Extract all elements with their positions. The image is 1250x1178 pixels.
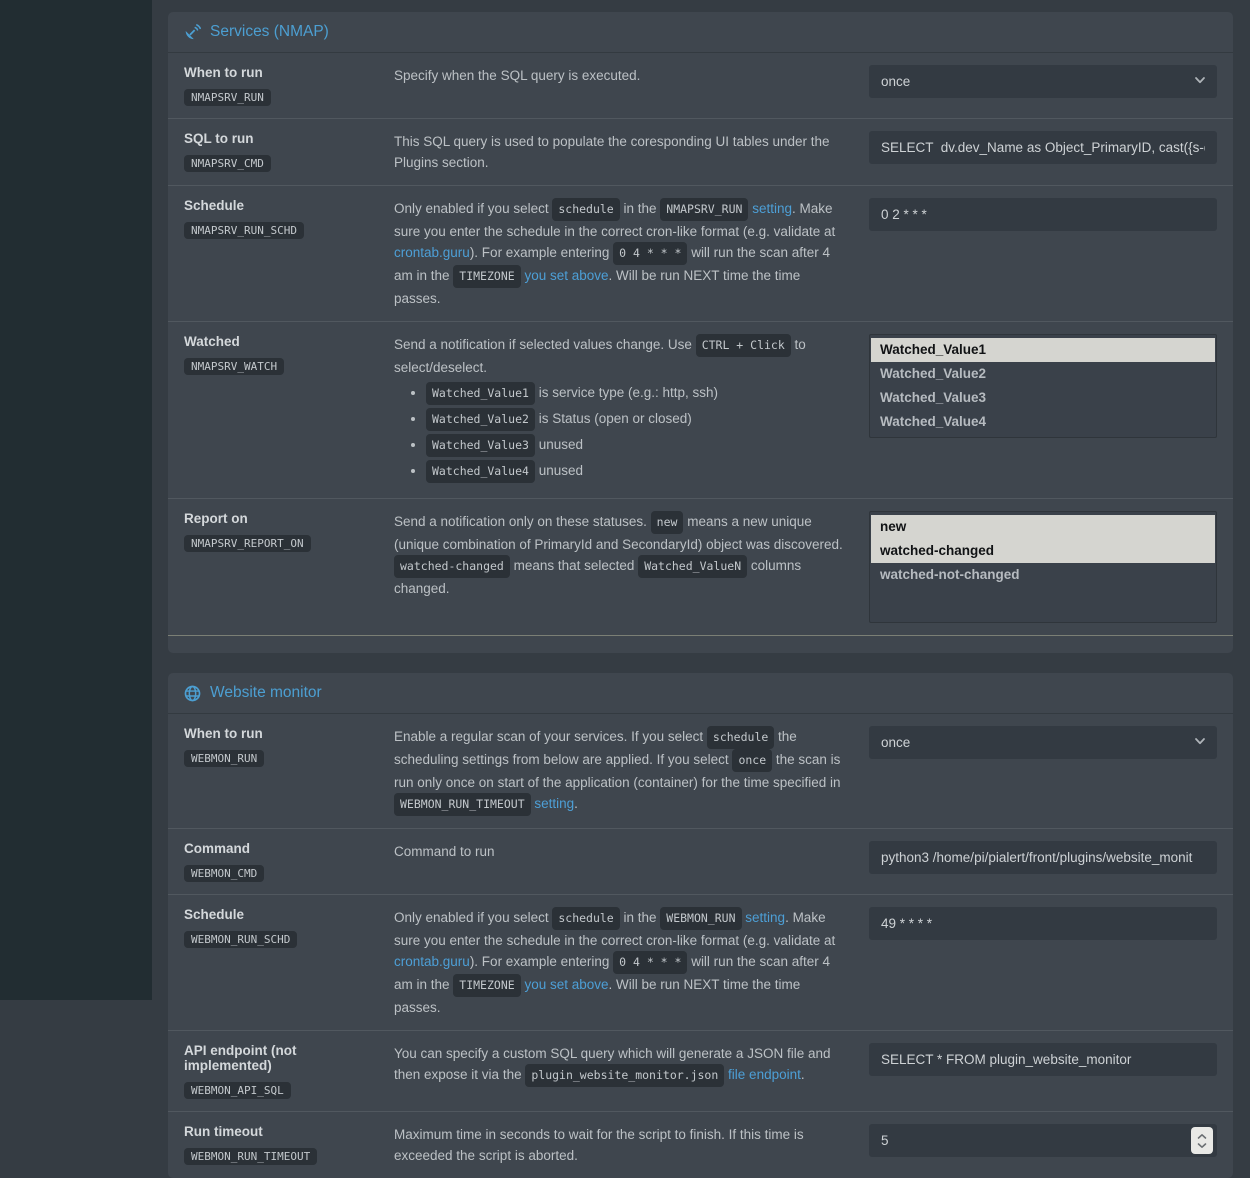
- inline-link[interactable]: setting: [534, 796, 575, 811]
- list-option[interactable]: watched-not-changed: [880, 567, 1020, 582]
- description-text: . Make sure you enter the schedule in the correct cron-like format (e.g. validate at: [394, 910, 836, 948]
- description-text: Enable a regular scan of your services. If you select: [394, 729, 707, 744]
- setting-key-badge: NMAPSRV_WATCH: [184, 358, 284, 375]
- setting-label: SQL to run: [184, 131, 254, 146]
- description-text: is Status (open or closed): [534, 411, 692, 426]
- description-text: Maximum time in seconds to wait for the script to finish. If this time is exceeded the script is aborted.: [394, 1127, 804, 1163]
- section-title: Services (NMAP): [210, 23, 329, 40]
- inline-code: NMAPSRV_RUN: [660, 198, 748, 221]
- multi-select-list[interactable]: [869, 334, 1217, 438]
- description-text: the scheduling settings from below are applied. If you select: [394, 729, 797, 767]
- inline-code: new: [651, 511, 684, 534]
- bullet-item: [426, 460, 845, 483]
- run-mode-select[interactable]: [869, 726, 1217, 759]
- setting-label: API endpoint (not implemented): [184, 1043, 297, 1073]
- text-input[interactable]: [869, 131, 1217, 164]
- inline-code: once: [732, 749, 772, 772]
- description-text: means a new unique (unique combination of PrimaryId and SecondaryId) object was discovered.: [394, 514, 843, 552]
- setting-label-cell: [184, 726, 380, 767]
- section-title: Website monitor: [210, 684, 322, 701]
- setting-row: [168, 894, 1233, 1030]
- inline-link[interactable]: setting: [752, 201, 792, 216]
- setting-key-badge: NMAPSRV_RUN_SCHD: [184, 222, 304, 239]
- setting-row: [168, 118, 1233, 185]
- description-text: . Will be run NEXT time the time passes.: [394, 268, 801, 306]
- description-text: is service type (e.g.: http, ssh): [534, 385, 719, 400]
- description-text: .: [800, 1067, 805, 1082]
- description-text: Send a notification if selected values change. Use: [394, 337, 696, 352]
- setting-control-cell: [869, 334, 1217, 438]
- setting-key-badge: WEBMON_API_SQL: [184, 1082, 291, 1099]
- setting-control-cell: [869, 907, 1217, 940]
- inline-code: Watched_Value2: [426, 408, 535, 431]
- setting-row: [168, 498, 1233, 635]
- description-text: unused: [534, 437, 583, 452]
- setting-label: When to run: [184, 726, 263, 741]
- setting-label-cell: [184, 1124, 380, 1165]
- setting-label-cell: [184, 131, 380, 172]
- setting-label-cell: [184, 907, 380, 948]
- inline-code: Watched_Value4: [426, 460, 535, 483]
- bullet-item: [426, 408, 845, 431]
- setting-row: [168, 321, 1233, 498]
- setting-control-cell: [869, 131, 1217, 164]
- inline-code: Watched_ValueN: [638, 555, 747, 578]
- description-text: Only enabled if you select: [394, 910, 553, 925]
- setting-label: When to run: [184, 65, 263, 80]
- setting-description: [394, 907, 855, 1018]
- settings-panels: [168, 12, 1233, 1178]
- setting-label: Command: [184, 841, 251, 856]
- setting-control-cell: [869, 726, 1217, 759]
- setting-control-cell: [869, 841, 1217, 874]
- description-text: Specify when the SQL query is executed.: [394, 68, 641, 83]
- setting-key-badge: WEBMON_RUN_TIMEOUT: [184, 1148, 317, 1165]
- inline-code: WEBMON_RUN: [660, 907, 741, 930]
- section-body: [168, 53, 1233, 653]
- setting-description: [394, 334, 855, 486]
- list-option[interactable]: Watched_Value2: [880, 366, 987, 381]
- setting-description: [394, 65, 855, 86]
- setting-key-badge: WEBMON_RUN_SCHD: [184, 931, 297, 948]
- inline-code: WEBMON_RUN_TIMEOUT: [394, 793, 531, 816]
- setting-row: [168, 714, 1233, 828]
- list-option[interactable]: Watched_Value3: [880, 390, 987, 405]
- setting-label-cell: [184, 198, 380, 239]
- setting-key-badge: WEBMON_CMD: [184, 865, 264, 882]
- setting-key-badge: NMAPSRV_REPORT_ON: [184, 535, 311, 552]
- chevron-down-icon: [1194, 74, 1206, 86]
- inline-code: Watched_Value3: [426, 434, 535, 457]
- setting-description: [394, 1124, 855, 1166]
- list-option[interactable]: Watched_Value4: [880, 414, 987, 429]
- inline-code: schedule: [707, 726, 774, 749]
- sidebar: [0, 0, 152, 1000]
- description-text: ). For example entering: [469, 954, 614, 969]
- bullet-item: [426, 434, 845, 457]
- description-text: .: [574, 796, 578, 811]
- setting-row: [168, 1030, 1233, 1111]
- setting-label: Report on: [184, 511, 248, 526]
- setting-description: [394, 726, 855, 816]
- inline-code: TIMEZONE: [453, 974, 520, 997]
- inline-link[interactable]: you set above: [524, 977, 609, 992]
- description-text: in the: [619, 201, 661, 216]
- setting-label: Run timeout: [184, 1124, 263, 1139]
- number-value: 5: [881, 1133, 889, 1148]
- description-text: columns changed.: [394, 558, 802, 596]
- settings-section-services-nmap: [168, 12, 1233, 653]
- inline-code: 0 4 * * *: [613, 951, 687, 974]
- globe-icon: [184, 685, 201, 702]
- text-input[interactable]: [869, 1043, 1217, 1076]
- setting-label-cell: [184, 841, 380, 882]
- description-text: unused: [534, 463, 583, 478]
- list-option[interactable]: new: [871, 515, 1215, 539]
- select-value: once: [881, 74, 911, 89]
- setting-row: [168, 1111, 1233, 1178]
- setting-label-cell: [184, 65, 380, 106]
- setting-label: Schedule: [184, 198, 245, 213]
- inline-code: CTRL + Click: [696, 334, 791, 357]
- inline-code: schedule: [552, 907, 619, 930]
- setting-label-cell: [184, 511, 380, 552]
- description-text: to select/deselect.: [394, 337, 806, 375]
- satellite-dish-icon: [184, 24, 201, 41]
- inline-code: schedule: [552, 198, 619, 221]
- inline-link[interactable]: setting: [745, 910, 786, 925]
- description-text: means that selected: [509, 558, 639, 573]
- description-bullet-list: [394, 382, 845, 483]
- setting-label: Schedule: [184, 907, 245, 922]
- setting-description: [394, 841, 855, 862]
- bullet-item: [426, 382, 845, 405]
- panel-footer-rule: [168, 635, 1233, 653]
- description-text: in the: [619, 910, 661, 925]
- list-option[interactable]: Watched_Value1: [871, 338, 1215, 362]
- setting-row: [168, 53, 1233, 118]
- run-mode-select[interactable]: [869, 65, 1217, 98]
- section-header: [168, 673, 1233, 714]
- description-text: You can specify a custom SQL query which will generate a JSON file and then expose it via the: [394, 1046, 831, 1082]
- description-text: Command to run: [394, 844, 495, 859]
- setting-label-cell: [184, 1043, 380, 1099]
- setting-description: [394, 131, 855, 173]
- description-text: Send a notification only on these statuses.: [394, 514, 651, 529]
- number-input[interactable]: [869, 1124, 1217, 1157]
- text-input[interactable]: [869, 841, 1217, 874]
- inline-code: Watched_Value1: [426, 382, 535, 405]
- description-text: This SQL query is used to populate the coresponding UI tables under the Plugins section.: [394, 134, 830, 170]
- stepper-control[interactable]: [1191, 1127, 1213, 1154]
- inline-link[interactable]: crontab.guru: [394, 954, 470, 969]
- section-header: [168, 12, 1233, 53]
- description-text: Only enabled if you select: [394, 201, 553, 216]
- settings-section-website-monitor: [168, 673, 1233, 1178]
- description-text: will run the scan after 4 am in the: [394, 954, 831, 992]
- select-value: once: [881, 735, 911, 750]
- list-option[interactable]: watched-changed: [871, 539, 1215, 563]
- setting-control-cell: [869, 1124, 1217, 1157]
- description-text: ). For example entering: [469, 245, 614, 260]
- inline-link[interactable]: crontab.guru: [394, 245, 470, 260]
- description-text: the scan is run only once on start of the application (container) for the time specified in: [394, 752, 841, 790]
- setting-key-badge: WEBMON_RUN: [184, 750, 264, 767]
- settings-page: [152, 0, 1250, 1163]
- setting-row: [168, 185, 1233, 321]
- inline-code: 0 4 * * *: [613, 242, 687, 265]
- chevron-down-icon: [1194, 735, 1206, 747]
- setting-description: [394, 1043, 855, 1087]
- setting-description: [394, 198, 855, 309]
- setting-description: [394, 511, 855, 599]
- setting-row: [168, 828, 1233, 894]
- text-input[interactable]: [869, 198, 1217, 231]
- setting-label: Watched: [184, 334, 240, 349]
- setting-control-cell: [869, 511, 1217, 623]
- inline-link[interactable]: you set above: [524, 268, 609, 283]
- multi-select-list[interactable]: [869, 511, 1217, 623]
- text-input[interactable]: [869, 907, 1217, 940]
- section-body: [168, 714, 1233, 1178]
- description-text: . Will be run NEXT time the time passes.: [394, 977, 801, 1015]
- description-text: . Make sure you enter the schedule in the correct cron-like format (e.g. validate at: [394, 201, 836, 239]
- setting-key-badge: NMAPSRV_RUN: [184, 89, 271, 106]
- setting-control-cell: [869, 198, 1217, 231]
- setting-key-badge: NMAPSRV_CMD: [184, 155, 271, 172]
- setting-control-cell: [869, 1043, 1217, 1076]
- inline-link[interactable]: file endpoint: [728, 1067, 801, 1082]
- setting-control-cell: [869, 65, 1217, 98]
- inline-code: plugin_website_monitor.json: [525, 1064, 724, 1087]
- description-text: will run the scan after 4 am in the: [394, 245, 831, 283]
- inline-code: TIMEZONE: [453, 265, 520, 288]
- setting-label-cell: [184, 334, 380, 375]
- inline-code: watched-changed: [394, 555, 510, 578]
